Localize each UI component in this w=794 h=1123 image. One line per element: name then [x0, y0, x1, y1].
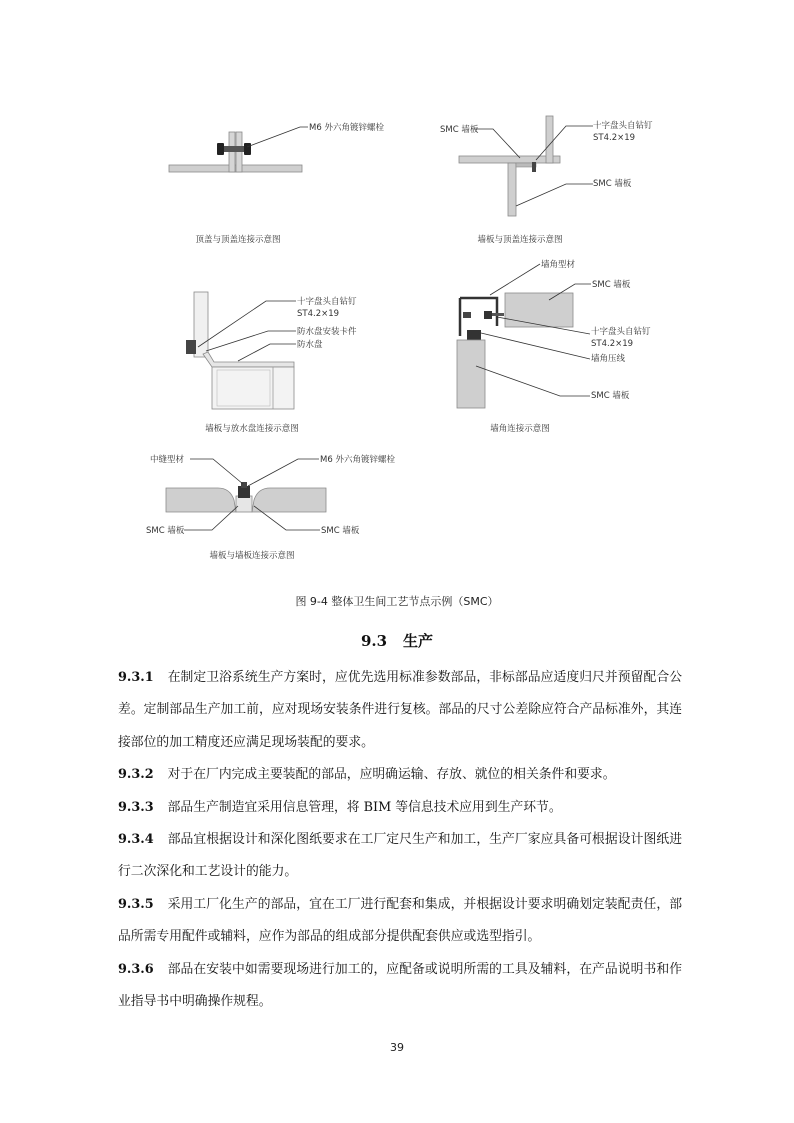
corner-caption: 墙角连接示意图 — [490, 424, 550, 434]
top-joint-bolt-label: M6 外六角镀锌螺栓 — [309, 123, 384, 133]
clause-9-3-1: 9.3.1 在制定卫浴系统生产方案时，应优先选用标准参数部品，非标部品应适度归尺并预留配合公差。定制部品生产加工前，应对现场安装条件进行复核。部品的尺寸公差除应符合产品标准外，其连接部位的加工精度还应满足现场装配的要求。 — [118, 670, 682, 750]
wall-wall-profile-label: 中缝型材 — [150, 455, 185, 465]
section-number: 9.3 — [360, 632, 388, 650]
section-title: 生产 — [403, 632, 434, 650]
wall-top-screw-line2: ST4.2×19 — [593, 133, 636, 143]
diagram-wall-tray — [186, 292, 357, 434]
clause-9-3-5: 9.3.5 采用工厂化生产的部品，宜在工厂进行配套和集成，并根据设计要求明确划定装配责任，部品所需专用配件或辅料，应作为部品的组成部分提供配套供应或选型指引。 — [118, 896, 682, 945]
corner-screw-line2: ST4.2×19 — [591, 339, 634, 349]
wall-tray-caption: 墙板与放水盘连接示意图 — [205, 424, 299, 434]
diagram-wall-top — [440, 116, 653, 245]
corner-smc-bottom: SMC 墙板 — [591, 391, 630, 401]
clause-9-3-6: 9.3.6 部品在安装中如需要现场进行加工的，应配备或说明所需的工具及辅料，在产品说明书和作业指导书中明确操作规程。 — [118, 961, 682, 1010]
wall-top-screw-line1: 十字盘头自钻钉 — [593, 121, 653, 131]
wall-top-smc-right: SMC 墙板 — [593, 179, 632, 189]
corner-smc-top: SMC 墙板 — [592, 280, 631, 290]
wall-top-caption: 墙板与顶盖连接示意图 — [477, 235, 563, 245]
wall-tray-screw-line1: 十字盘头自钻钉 — [297, 297, 357, 307]
wall-wall-smc-right: SMC 墙板 — [321, 526, 360, 536]
wall-wall-caption: 墙板与墙板连接示意图 — [209, 551, 295, 561]
diagram-top-joint — [169, 122, 384, 245]
clause-9-3-2: 9.3.2 对于在厂内完成主要装配的部品，应明确运输、存放、就位的相关条件和要求。 — [118, 767, 616, 783]
corner-profile-label: 墙角型材 — [541, 260, 576, 270]
figure-caption: 图 9-4 整体卫生间工艺节点示例（SMC） — [295, 595, 499, 608]
wall-tray-tray-label: 防水盘 — [297, 340, 323, 350]
diagram-wall-wall — [146, 454, 395, 561]
wall-tray-screw-line2: ST4.2×19 — [297, 309, 340, 319]
page-number: 39 — [390, 1041, 404, 1054]
section-heading — [0, 630, 794, 651]
diagram-corner — [457, 259, 651, 434]
wall-wall-bolt-label: M6 外六角镀锌螺栓 — [320, 455, 395, 465]
clause-9-3-3: 9.3.3 部品生产制造宜采用信息管理，将 BIM 等信息技术应用到生产环节。 — [118, 799, 562, 815]
corner-bead-label: 墙角压线 — [591, 354, 626, 364]
top-joint-caption: 顶盖与顶盖连接示意图 — [195, 235, 281, 245]
wall-wall-smc-left: SMC 墙板 — [146, 526, 185, 536]
wall-tray-clip-label: 防水盘安装卡件 — [297, 327, 357, 337]
wall-top-smc-left: SMC 墙板 — [440, 125, 479, 135]
corner-screw-line1: 十字盘头自钻钉 — [591, 327, 651, 337]
clause-9-3-4: 9.3.4 部品宜根据设计和深化图纸要求在工厂定尺生产和加工，生产厂家应具备可根据设计图纸进行二次深化和工艺设计的能力。 — [118, 832, 682, 880]
clauses-body — [118, 662, 682, 1018]
